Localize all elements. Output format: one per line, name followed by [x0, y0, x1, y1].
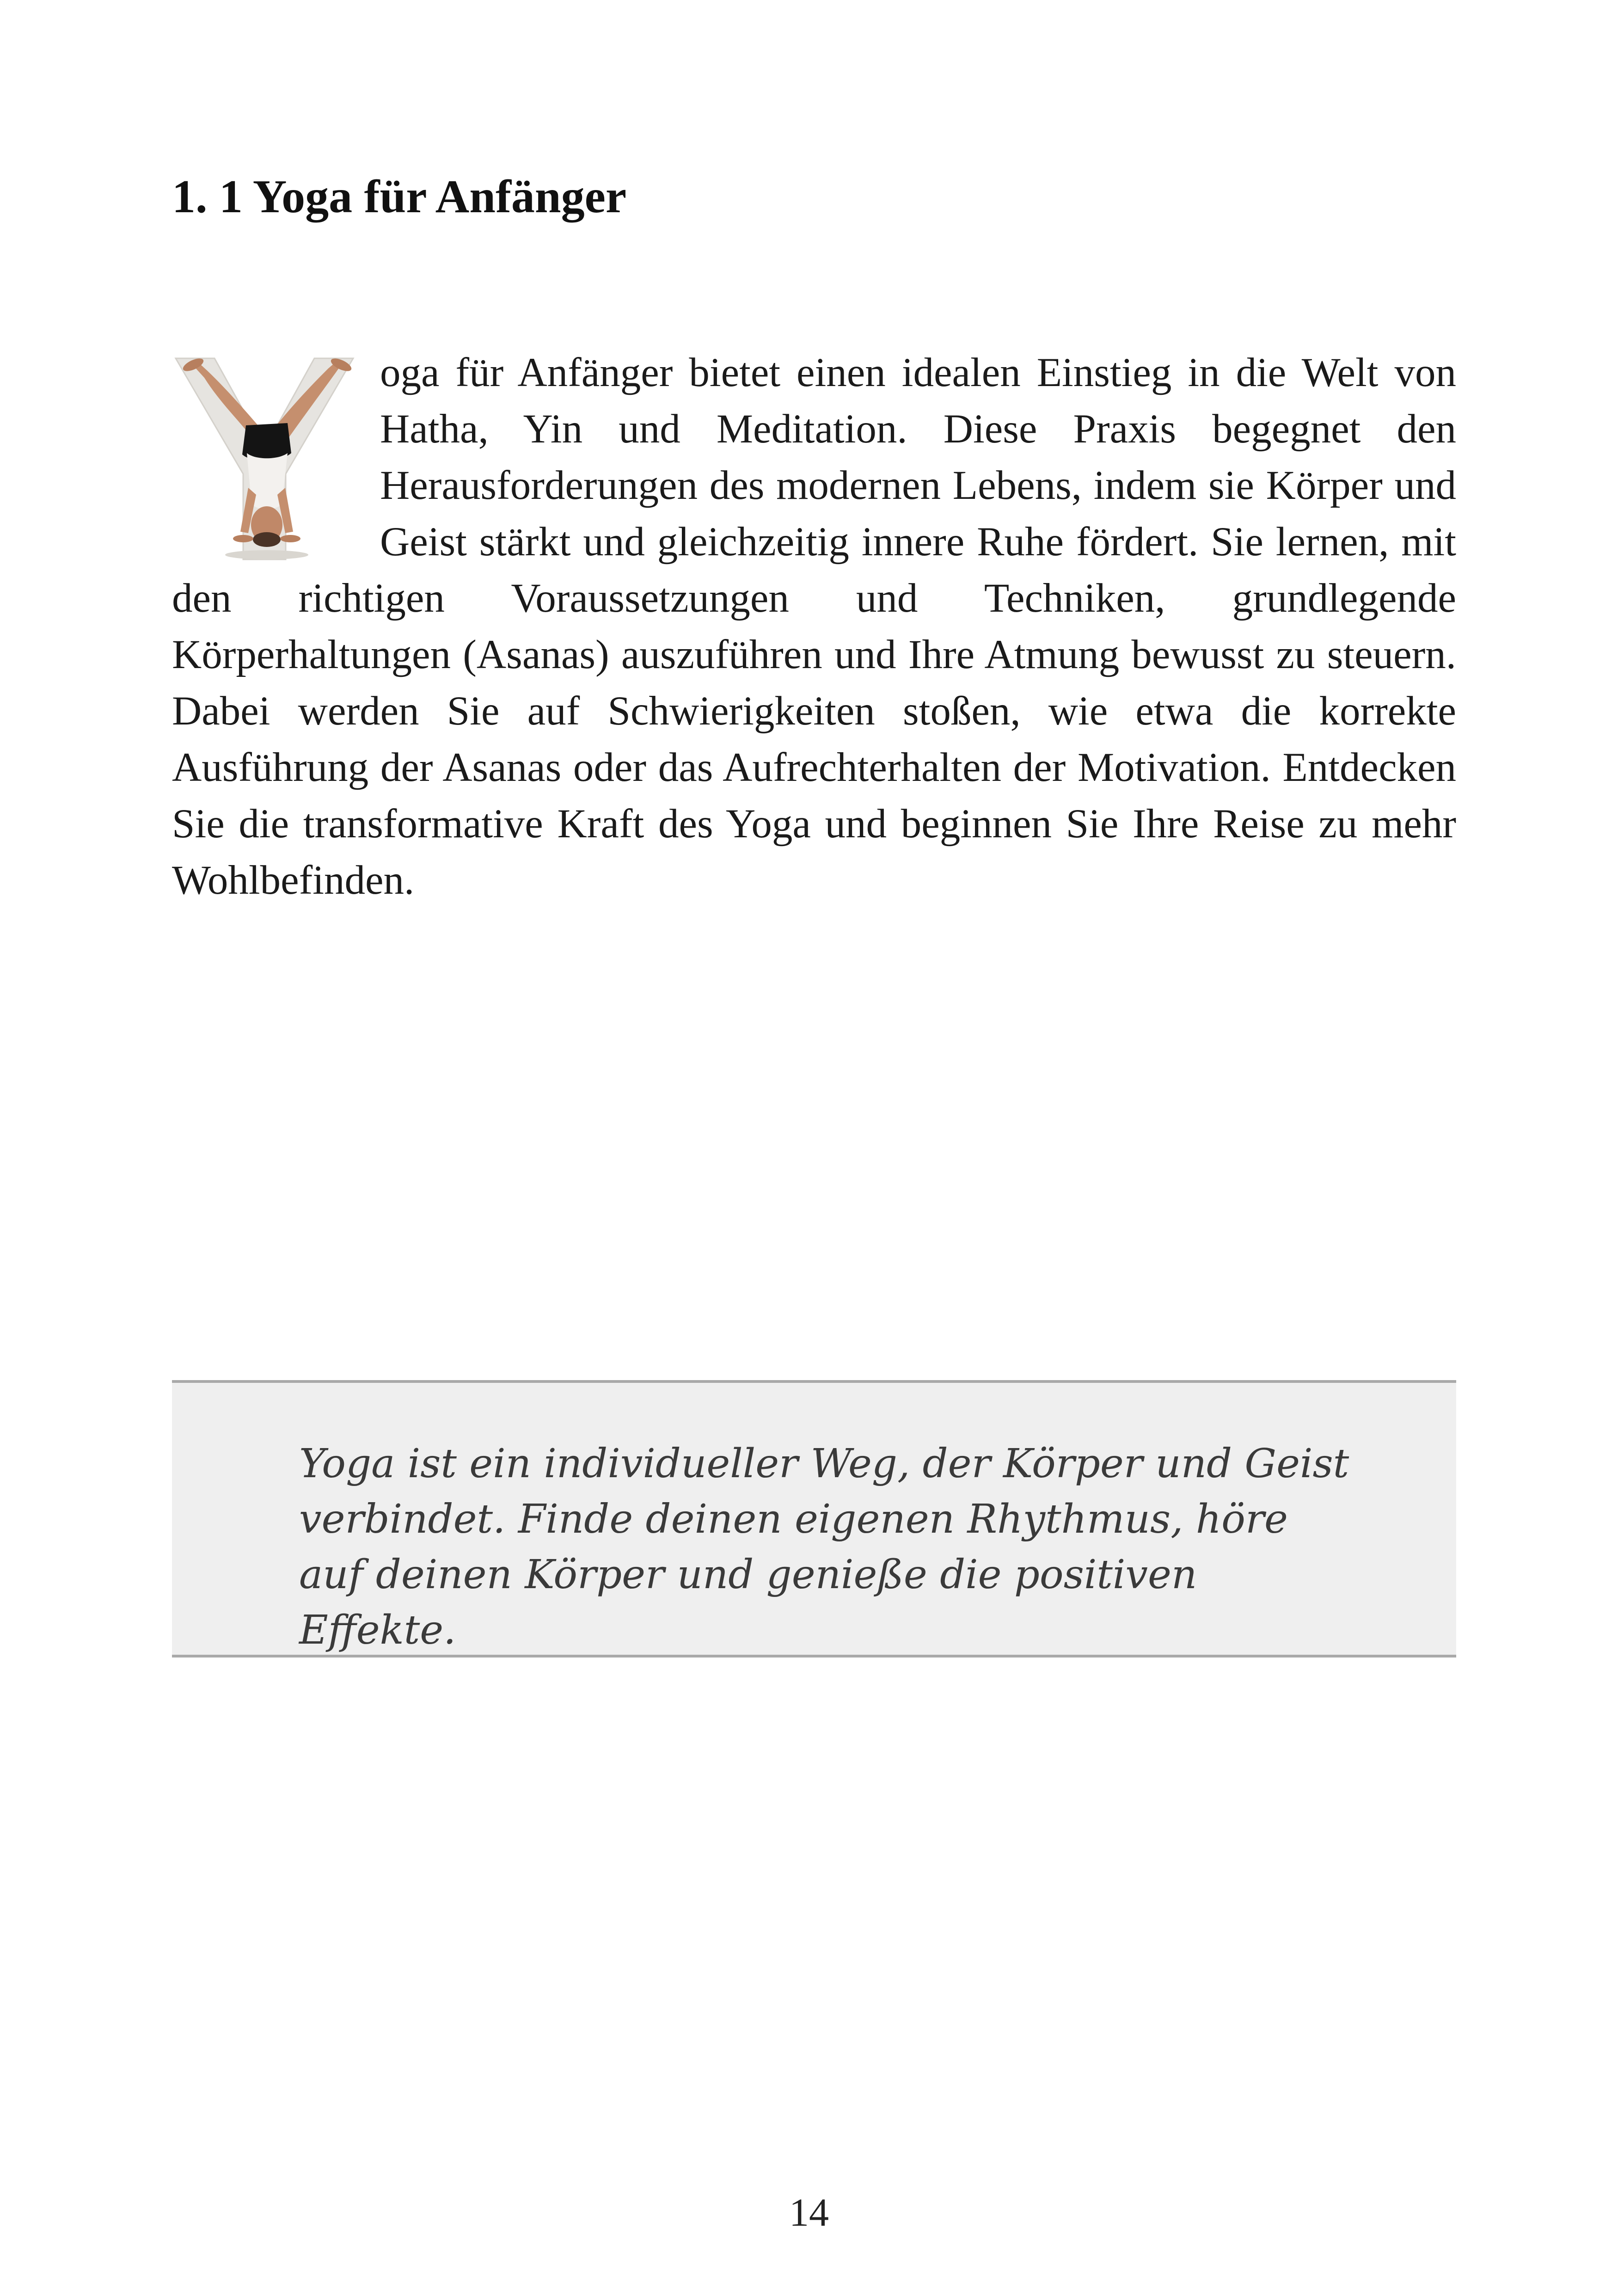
dropcap-yoga-figure-icon [172, 349, 357, 566]
quote-box [172, 1380, 1456, 1658]
quote-text: Yoga ist ein individueller Weg, der Körper und Geist verbindet. Finde deinen eigenen Rhythmus, höre auf deinen Körper und genieße die positiven Effekte. [299, 1441, 1349, 1653]
intro-text: oga für Anfänger bietet einen idealen Einstieg in die Welt von Hatha, Yin und Meditation. Diese Praxis begegnet den Herausforderungen des modernen Lebens, indem sie Körper und Geist stärkt und gleichzeitig innere Ruhe fördert. Sie lernen, mit den richtigen Voraussetzungen und Techniken, grundlegende Körperhaltungen (Asanas) auszuführen und Ihre Atmung bewusst zu steuern. Dabei werden Sie auf Schwierigkeiten stoßen, wie etwa die korrekte Ausführung der Asanas oder das Aufrechterhalten der Motivation. Entdecken Sie die transformative Kraft des Yoga und beginnen Sie Ihre Reise zu mehr Wohlbefinden. [172, 350, 1456, 903]
section-heading: 1. 1 Yoga für Anfänger [172, 171, 627, 223]
yoga-handstand-figure [172, 349, 357, 566]
page-number: 14 [789, 2190, 829, 2235]
intro-paragraph [172, 344, 1456, 909]
